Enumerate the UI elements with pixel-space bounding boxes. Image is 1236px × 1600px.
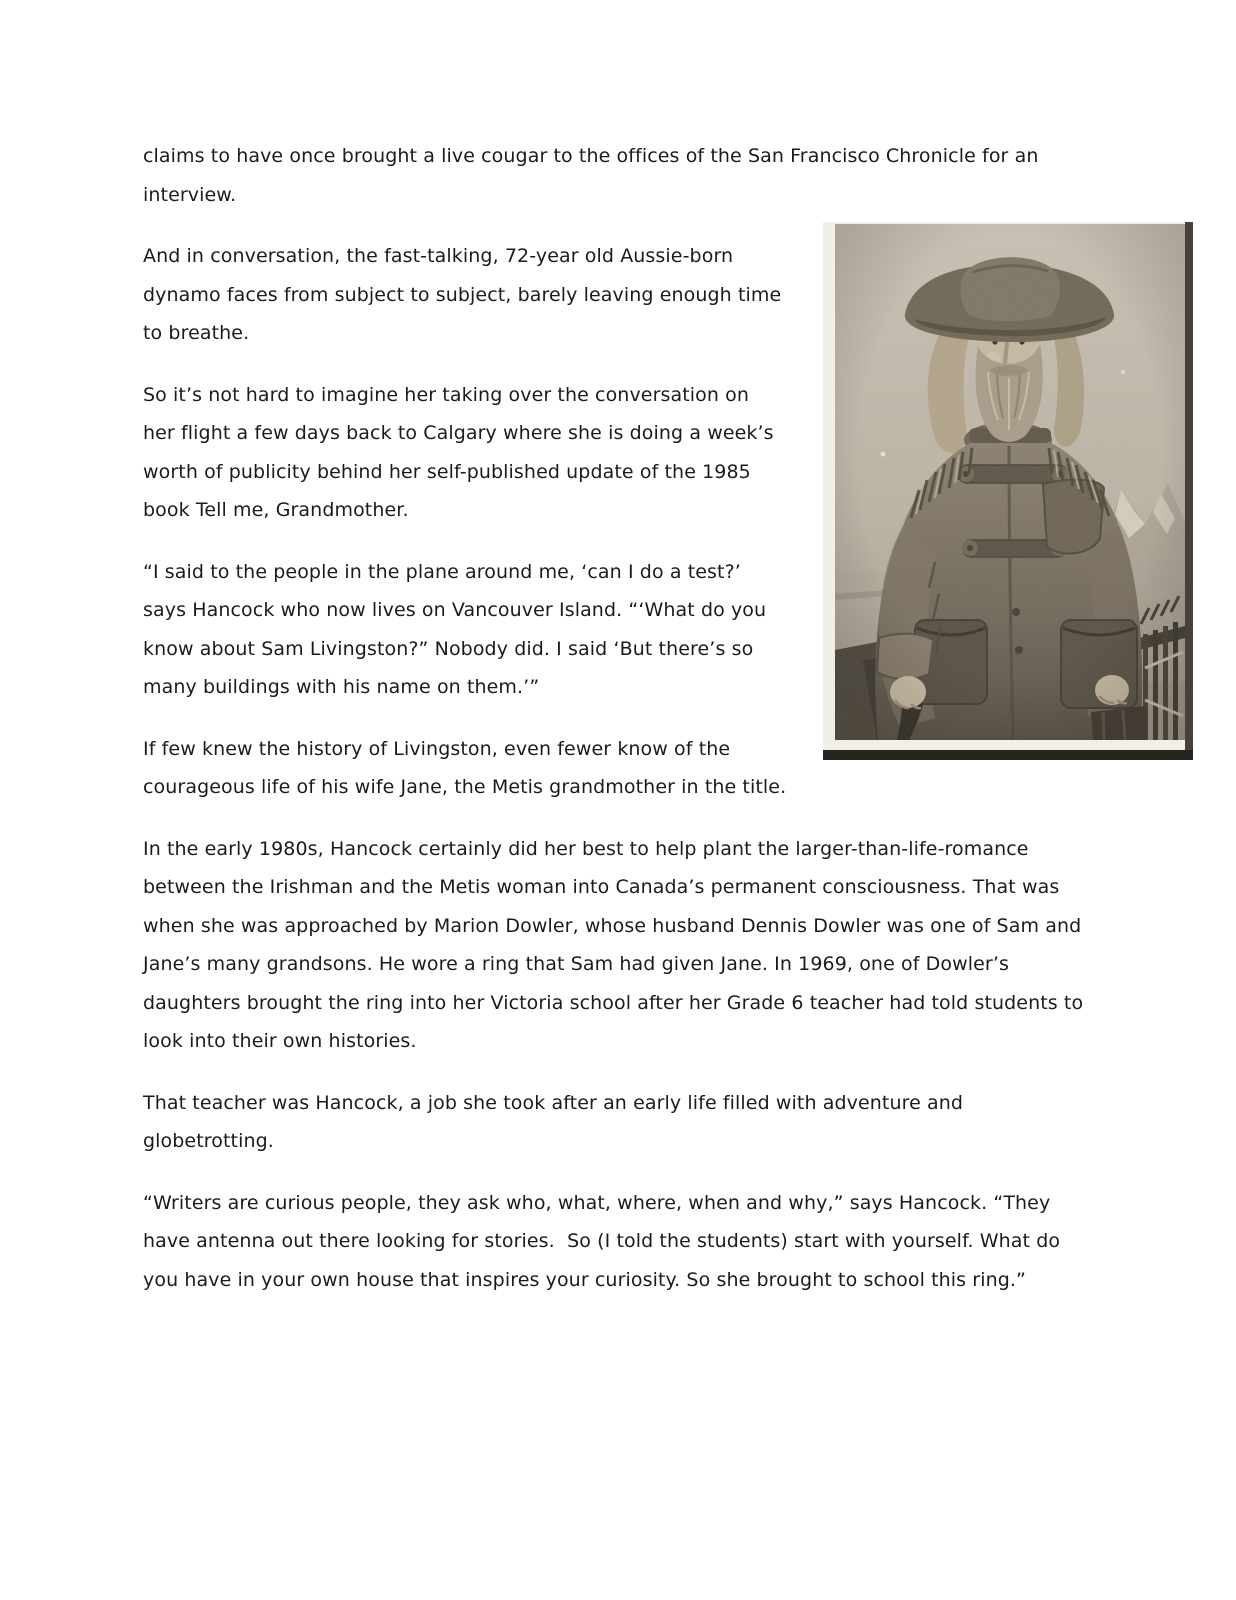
paragraph-2: And in conversation, the fast-talking, 72-year old Aussie-born dynamo faces from subject to subject, barely leaving enough time to breathe. [143, 245, 782, 344]
paragraph-4: “I said to the people in the plane around me, ‘can I do a test?’ says Hancock who now lives on Vancouver Island. “‘What do you know about Sam Livingston?” Nobody did. I said ‘But there’s so many buildings with his name on them.’” [143, 560, 767, 698]
paragraph-7: That teacher was Hancock, a job she took after an early life filled with adventure and globetrotting. [143, 1091, 964, 1152]
photo-bottom-edge [823, 750, 1193, 760]
paragraph-8: “Writers are curious people, they ask who, what, where, when and why,” says Hancock. “They have antenna out there looking for stories. So (I told the students) start with yourself. What do you have in your own house that inspires your curiosity. So she brought to school this ring.” [143, 1191, 1061, 1291]
paragraph-1: claims to have once brought a live cougar to the offices of the San Francisco Chronicle for an interview. [143, 145, 1039, 206]
paragraph-5: If few knew the history of Livingston, even fewer know of the courageous life of his wife Jane, the Metis grandmother in the title. [143, 737, 787, 798]
photo-right-edge [1185, 222, 1193, 760]
paragraph-3: So it’s not hard to imagine her taking over the conversation on her flight a few days back to Calgary where she is doing a week’s worth of publicity behind her self-published update of the 1985 book Tell me, Grandmother. [143, 383, 774, 521]
portrait-photo-illustration [823, 222, 1193, 760]
vignette [835, 224, 1185, 740]
article-body [143, 137, 1095, 1322]
paragraph-6: In the early 1980s, Hancock certainly did her best to help plant the larger-than-life-romance between the Irishman and the Metis woman into Canada’s permanent consciousness. That was when she was approached by Marion Dowler, whose husband Dennis Dowler was one of Sam and Jane’s many grandsons. He wore a ring that Sam had given Jane. In 1969, one of Dowler’s daughters brought the ring into her Victoria school after her Grade 6 teacher had told students to look into their own histories. [143, 837, 1084, 1052]
portrait-photo [823, 222, 1193, 760]
